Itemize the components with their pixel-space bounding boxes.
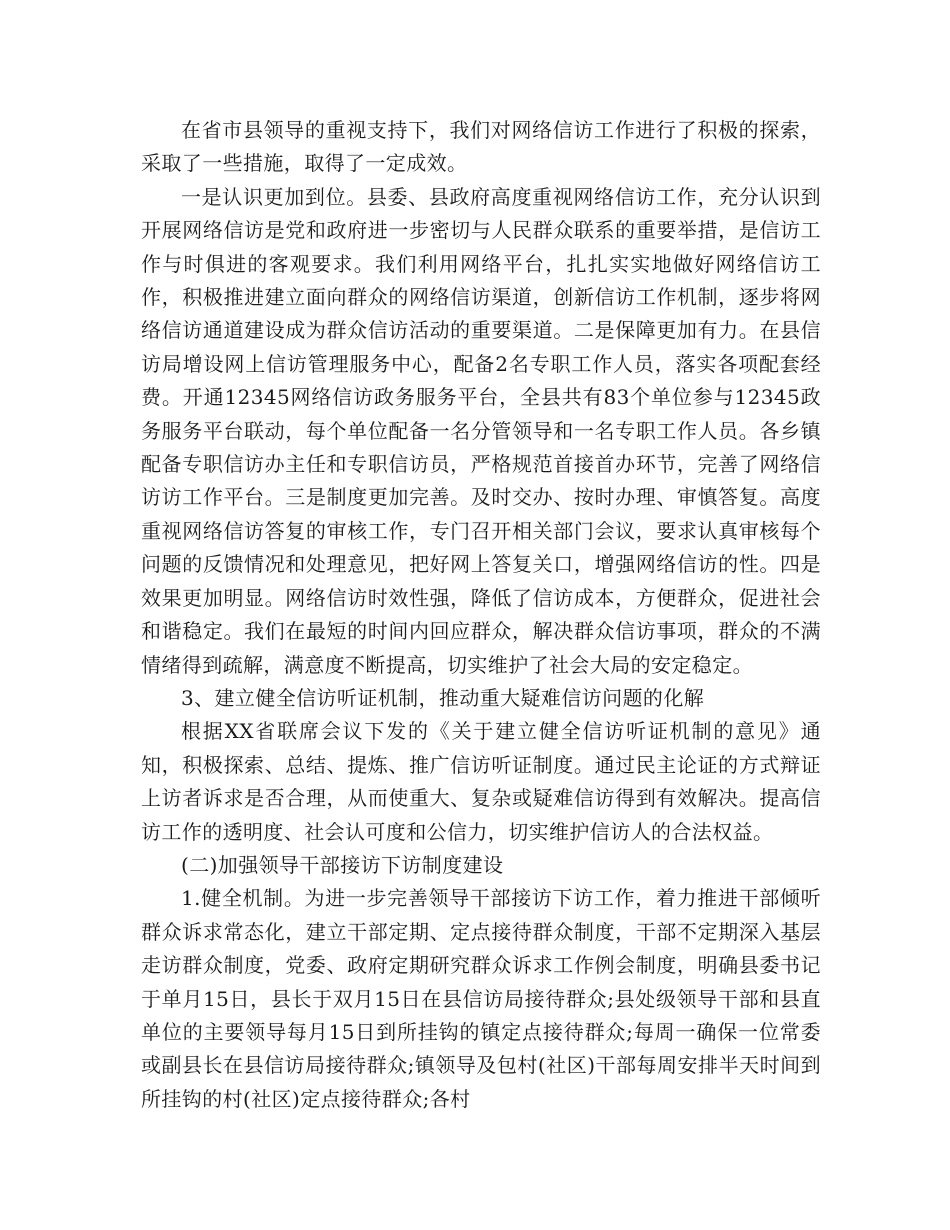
paragraph-intro: 在省市县领导的重视支持下，我们对网络信访工作进行了积极的探索，采取了一些措施，取得了一定成效。: [141, 118, 821, 176]
section-heading-reception: (二)加强领导干部接访下访制度建设: [181, 852, 504, 877]
document-body: [141, 114, 821, 1116]
paragraph-hearing: 根据XX省联席会议下发的《关于建立健全信访听证机制的意见》通知，积极探索、总结、提炼、推广信访听证制度。通过民主论证的方式辩证上访者诉求是否合理，从而使重大、复杂或疑难信访得到有效解决。提高信访工作的透明度、社会认可度和公信力，切实维护信访人的合法权益。: [141, 719, 821, 844]
paragraph-mechanism: 1.健全机制。为进一步完善领导干部接访下访工作，着力推进干部倾听群众诉求常态化，建立干部定期、定点接待群众制度，干部不定期深入基层走访群众制度，党委、政府定期研究群众诉求工作例会制度，明确县委书记于单月15日，县长于双月15日在县信访局接待群众;县处级领导干部和县直单位的主要领导每月15日到所挂钩的镇定点接待群众;每周一确保一位常委或副县长在县信访局接待群众;镇领导及包村(社区)干部每周安排半天时间到所挂钩的村(社区)定点接待群众;各村: [141, 886, 821, 1111]
section-heading-hearing: 3、建立健全信访听证机制，推动重大疑难信访问题的化解: [181, 685, 705, 710]
paragraph-measures: 一是认识更加到位。县委、县政府高度重视网络信访工作，充分认识到开展网络信访是党和政府进一步密切与人民群众联系的重要举措，是信访工作与时俱进的客观要求。我们利用网络平台，扎扎实实地做好网络信访工作，积极推进建立面向群众的网络信访渠道，创新信访工作机制，逐步将网络信访通道建设成为群众信访活动的重要渠道。二是保障更加有力。在县信访局增设网上信访管理服务中心，配备2名专职工作人员，落实各项配套经费。开通12345网络信访政务服务平台，全县共有83个单位参与12345政务服务平台联动，每个单位配备一名分管领导和一名专职工作人员。各乡镇配备专职信访办主任和专职信访员，严格规范首接首办环节，完善了网络信访访工作平台。三是制度更加完善。及时交办、按时办理、审慎答复。高度重视网络信访答复的审核工作，专门召开相关部门会议，要求认真审核每个问题的反馈情况和处理意见，把好网上答复关口，增强网络信访的性。四是效果更加明显。网络信访时效性强，降低了信访成本，方便群众，促进社会和谐稳定。我们在最短的时间内回应群众，解决群众信访事项，群众的不满情绪得到疏解，满意度不断提高，切实维护了社会大局的安定稳定。: [141, 184, 821, 677]
